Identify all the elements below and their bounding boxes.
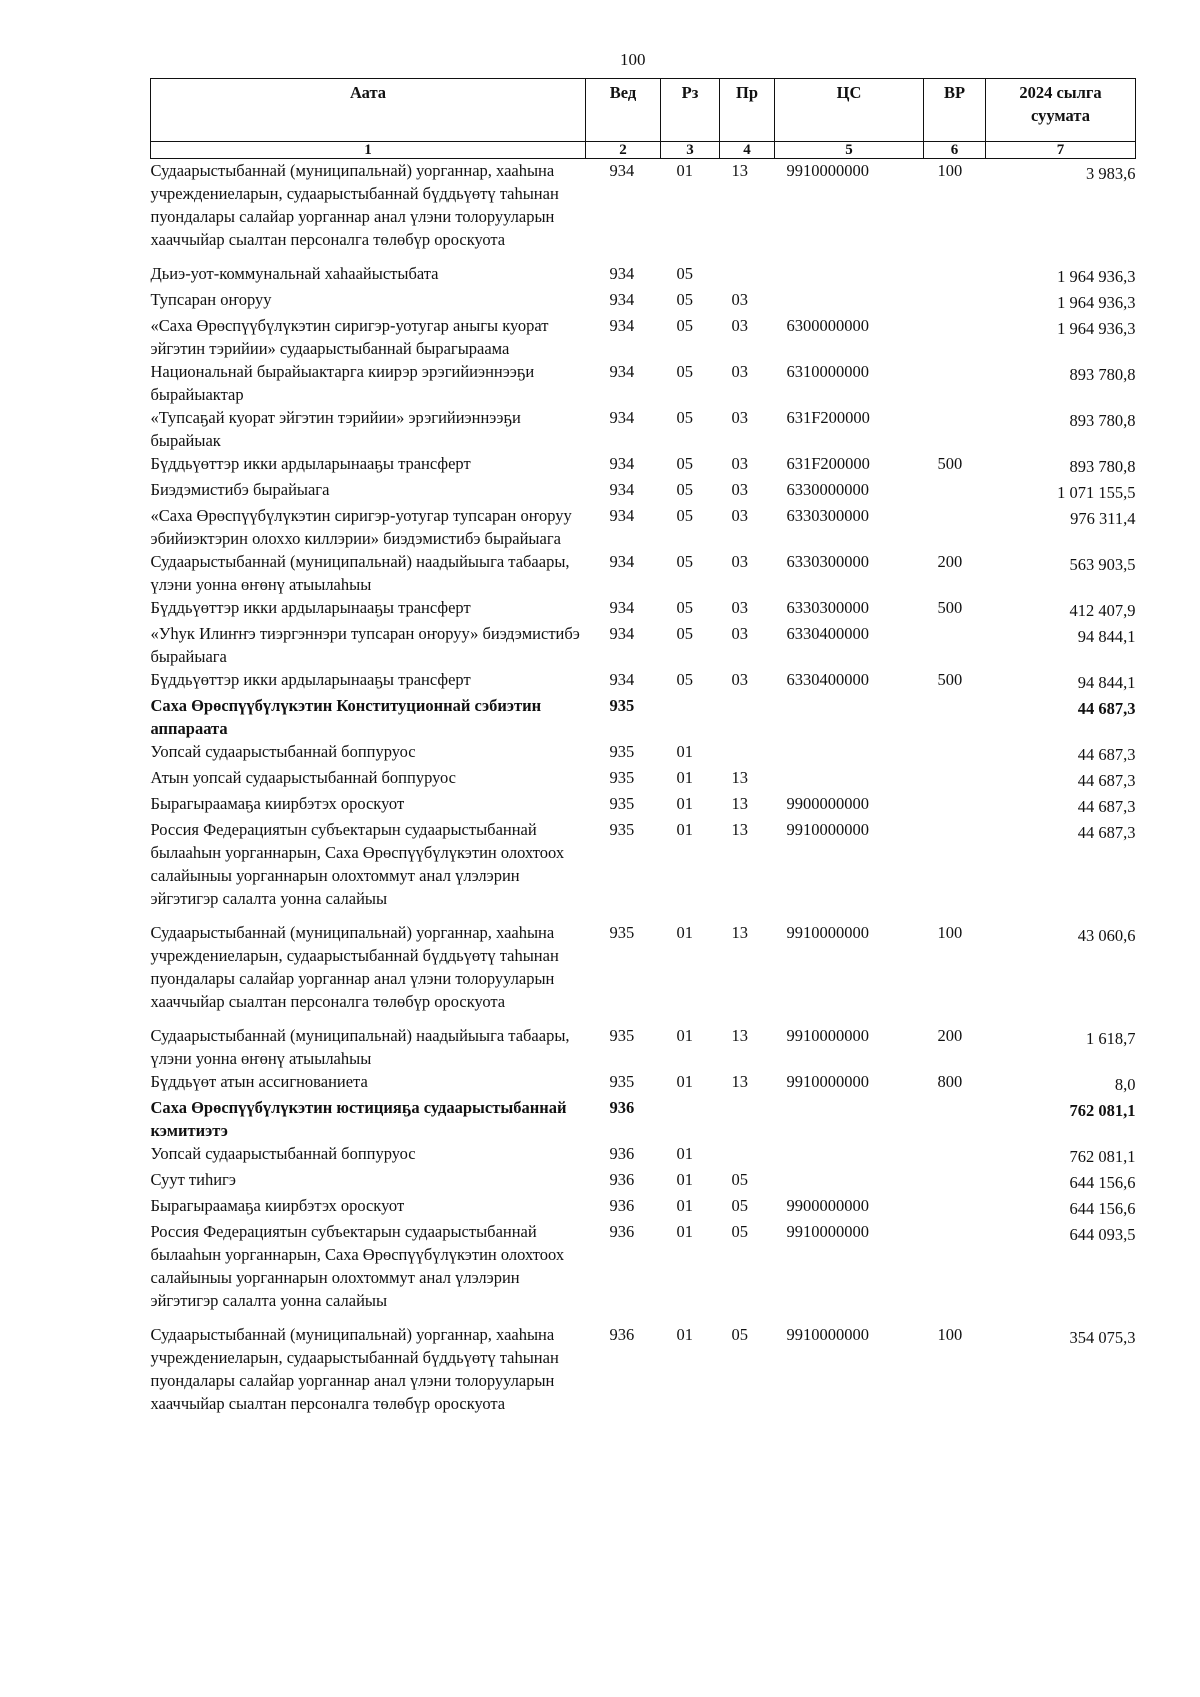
row-sum: 8,0: [1114, 1075, 1136, 1094]
row-name: Саха Өрөспүүбүлүкэтин Конституционнай сэбиэтин аппарaата: [150, 696, 542, 738]
table-row: [151, 792, 1136, 818]
row-cs: 6330300000: [786, 598, 869, 617]
row-cs: 9910000000: [786, 1026, 869, 1045]
row-pr: 05: [731, 1170, 748, 1189]
row-pr: 05: [731, 1222, 748, 1241]
table-row: [151, 1070, 1136, 1096]
row-rz: [661, 1096, 720, 1142]
row-cs: 9900000000: [786, 1196, 869, 1215]
row-cs: 9910000000: [786, 161, 869, 180]
row-vr: 800: [937, 1072, 963, 1091]
row-name: Тупсаран оҥоруу: [150, 290, 272, 309]
row-cs: 6330400000: [786, 670, 869, 689]
row-vr: [924, 478, 986, 504]
row-sum: 762 081,1: [1069, 1147, 1136, 1166]
row-name: «Саха Өрөспүүбүлүкэтин сиригэр-уотугар тупсаран оҥоруу эбийиэктэрин олоххо киллэрии» биэдэмистибэ бырайыага: [150, 506, 572, 548]
row-ved: 934: [609, 362, 635, 381]
row-rz: 01: [676, 923, 693, 942]
row-sum: 644 156,6: [1069, 1199, 1136, 1218]
table-row: [151, 694, 1136, 740]
row-pr: 03: [731, 624, 748, 643]
row-name: «Саха Өрөспүүбүлүкэтин сиригэр-уотугар аныгы куорат эйгэтин тэрийии» судаарыстыбаннай бырагыраама: [150, 316, 549, 358]
row-rz: 05: [676, 670, 693, 689]
column-number: 2: [586, 142, 661, 159]
row-sum: 893 780,8: [1069, 457, 1136, 476]
row-pr: 03: [731, 454, 748, 473]
row-cs: [775, 766, 924, 792]
row-ved: 935: [609, 820, 635, 839]
row-ved: 934: [609, 552, 635, 571]
row-pr: 03: [731, 670, 748, 689]
row-vr: [924, 288, 986, 314]
row-rz: 01: [676, 794, 693, 813]
row-ved: 934: [609, 598, 635, 617]
row-name: Бүддьүөттэр икки ардыларынааҕы трансферт: [150, 670, 471, 689]
row-sum: 44 687,3: [1077, 797, 1136, 816]
row-rz: 05: [676, 264, 693, 283]
row-ved: 934: [609, 290, 635, 309]
row-pr: [720, 1096, 775, 1142]
row-sum: 1 964 936,3: [1057, 293, 1136, 312]
table-row: [151, 668, 1136, 694]
row-name: «Тупсаҕай куорат эйгэтин тэрийии» эрэгийиэннээҕи бырайыак: [150, 408, 521, 450]
row-sum: 43 060,6: [1077, 926, 1136, 945]
row-cs: 6330400000: [786, 624, 869, 643]
row-cs: 6300000000: [786, 316, 869, 335]
row-vr: 100: [937, 923, 963, 942]
row-rz: 05: [676, 290, 693, 309]
row-name: Бүддьүөттэр икки ардыларынааҕы трансферт: [150, 454, 471, 473]
row-cs: [775, 740, 924, 766]
table-row: [151, 1194, 1136, 1220]
table-row: [151, 818, 1136, 921]
row-vr: 100: [937, 161, 963, 180]
row-sum: 94 844,1: [1077, 627, 1136, 646]
row-pr: 13: [731, 923, 748, 942]
row-rz: 05: [676, 598, 693, 617]
row-sum: 1 964 936,3: [1057, 267, 1136, 286]
row-rz: 05: [676, 624, 693, 643]
table-row: [151, 596, 1136, 622]
row-sum: 44 687,3: [1077, 699, 1136, 718]
row-rz: 05: [676, 408, 693, 427]
header-sum: 2024 сылга суумата: [986, 79, 1136, 142]
table-row: [151, 740, 1136, 766]
row-ved: 936: [609, 1144, 635, 1163]
row-name: Судаарыстыбаннай (муниципальнай) уорганнар, хааһына учреждениеларын, судаарыстыбаннай бүддьүөтү таһынан пуондалары салайар уорганнар анал үлэни толорууларын хааччыйар сыалтан персоналга төлөбүр ороскуота: [150, 1325, 559, 1413]
row-ved: 934: [609, 316, 635, 335]
row-pr: 13: [731, 161, 748, 180]
table-row: [151, 1096, 1136, 1142]
header-vr: ВР: [924, 79, 986, 142]
row-pr: [720, 262, 775, 288]
row-vr: [924, 1096, 986, 1142]
row-rz: 01: [676, 742, 693, 761]
row-ved: 936: [609, 1325, 635, 1344]
row-ved: 935: [609, 923, 635, 942]
row-vr: [924, 1194, 986, 1220]
table-row: [151, 504, 1136, 550]
row-cs: 9900000000: [786, 794, 869, 813]
row-sum: 1 964 936,3: [1057, 319, 1136, 338]
row-ved: 934: [609, 264, 635, 283]
column-number: 5: [775, 142, 924, 159]
row-rz: 05: [676, 552, 693, 571]
row-ved: 935: [609, 742, 635, 761]
table-row: [151, 360, 1136, 406]
row-vr: [924, 406, 986, 452]
row-rz: 01: [676, 1144, 693, 1163]
row-ved: 934: [609, 480, 635, 499]
header-rz: Рз: [661, 79, 720, 142]
row-rz: 01: [676, 1222, 693, 1241]
row-vr: [924, 766, 986, 792]
row-sum: 976 311,4: [1070, 509, 1136, 528]
row-sum: 94 844,1: [1077, 673, 1136, 692]
row-name: Уопсай судаарыстыбаннай боппуруос: [150, 742, 416, 761]
row-vr: [924, 1220, 986, 1323]
row-sum: 762 081,1: [1069, 1101, 1136, 1120]
row-ved: 934: [609, 670, 635, 689]
row-sum: 3 983,6: [1086, 164, 1136, 183]
row-ved: 936: [609, 1196, 635, 1215]
row-sum: 44 687,3: [1077, 823, 1136, 842]
row-ved: 935: [609, 696, 635, 715]
row-ved: 935: [609, 1026, 635, 1045]
row-rz: 01: [676, 1196, 693, 1215]
table-row: [151, 288, 1136, 314]
row-name: Судаарыстыбаннай (муниципальнай) уорганнар, хааһына учреждениеларын, судаарыстыбаннай бүддьүөтү таһынан пуондалары салайар уорганнар анал үлэни толорууларын хааччыйар сыалтан персоналга төлөбүр ороскуота: [150, 161, 559, 249]
row-ved: 934: [609, 161, 635, 180]
row-vr: [924, 1168, 986, 1194]
row-rz: 01: [676, 1170, 693, 1189]
row-name: Судаарыстыбаннай (муниципальнай) наадыйыыга табаары, үлэни уонна өҥөнү атыылаһыы: [150, 1026, 570, 1068]
row-name: Саха Өрөспүүбүлүкэтин юстицияҕа судаарыстыбаннай кэмитиэтэ: [150, 1098, 567, 1140]
row-vr: [924, 622, 986, 668]
row-name: Судаарыстыбаннай (муниципальнай) уорганнар, хааһына учреждениеларын, судаарыстыбаннай бүддьүөтү таһынан пуондалары салайар уорганнар анал үлэни толорууларын хааччыйар сыалтан персоналга төлөбүр ороскуота: [150, 923, 559, 1011]
row-ved: 935: [609, 794, 635, 813]
row-rz: 01: [676, 820, 693, 839]
row-vr: [924, 504, 986, 550]
row-cs: 9910000000: [786, 1325, 869, 1344]
row-sum: 354 075,3: [1069, 1328, 1136, 1347]
row-name: Россия Федерациятын субъектарын судаарыстыбаннай былааһын уорганнарын, Саха Өрөспүүбүлүкэтин олохтоох салайыныы уорганнарын олохтоммут анал үлэлэрин эйгэтигэр салалта уонна салайыы: [150, 1222, 565, 1310]
row-pr: 13: [731, 1072, 748, 1091]
row-sum: 44 687,3: [1077, 745, 1136, 764]
row-vr: [924, 694, 986, 740]
row-sum: 644 093,5: [1069, 1225, 1136, 1244]
column-number: 6: [924, 142, 986, 159]
row-cs: [775, 1096, 924, 1142]
row-pr: 05: [731, 1196, 748, 1215]
row-sum: 644 156,6: [1069, 1173, 1136, 1192]
row-cs: 6310000000: [786, 362, 869, 381]
row-cs: 631F200000: [786, 408, 870, 427]
row-ved: 935: [609, 768, 635, 787]
row-rz: 05: [676, 362, 693, 381]
table-row: [151, 766, 1136, 792]
row-name: Атын уопсай судаарыстыбаннай боппуруос: [150, 768, 456, 787]
row-ved: 936: [609, 1170, 635, 1189]
table-row: [151, 478, 1136, 504]
row-name: Национальнай бырайыактарга киирэр эрэгийиэннээҕи бырайыактар: [150, 362, 535, 404]
row-ved: 934: [609, 408, 635, 427]
header-pr: Пр: [720, 79, 775, 142]
row-rz: 01: [676, 1325, 693, 1344]
row-name: Уопсай судаарыстыбаннай боппуруос: [150, 1144, 416, 1163]
row-sum: 1 071 155,5: [1057, 483, 1136, 502]
column-number: 4: [720, 142, 775, 159]
row-cs: 6330300000: [786, 506, 869, 525]
header-cs: ЦС: [775, 79, 924, 142]
row-pr: 03: [731, 408, 748, 427]
row-pr: [720, 1142, 775, 1168]
row-name: Бырагыраамаҕа киирбэтэх ороскуот: [150, 1196, 405, 1215]
page-number: 100: [620, 50, 646, 69]
row-name: Дьиэ-уот-коммунальнай хаһаайыстыбата: [150, 264, 439, 283]
row-rz: 05: [676, 506, 693, 525]
table-row: [151, 1142, 1136, 1168]
row-ved: 934: [609, 506, 635, 525]
row-ved: 935: [609, 1072, 635, 1091]
row-rz: 01: [676, 768, 693, 787]
row-cs: [775, 262, 924, 288]
table-header: [151, 79, 1136, 159]
row-ved: 936: [609, 1222, 635, 1241]
row-name: Суут тиһигэ: [150, 1170, 236, 1189]
table-row: [151, 1323, 1136, 1415]
row-pr: 13: [731, 1026, 748, 1045]
row-vr: 500: [937, 598, 963, 617]
row-sum: 1 618,7: [1086, 1029, 1136, 1048]
row-name: «Уһук Илиҥҥэ тиэргэннэри тупсаран оҥоруу» биэдэмистибэ бырайыага: [150, 624, 580, 666]
table-row: [151, 159, 1136, 263]
row-cs: 631F200000: [786, 454, 870, 473]
row-cs: 6330000000: [786, 480, 869, 499]
row-pr: 13: [731, 820, 748, 839]
row-rz: 05: [676, 480, 693, 499]
row-pr: 13: [731, 794, 748, 813]
row-pr: 05: [731, 1325, 748, 1344]
row-name: Судаарыстыбаннай (муниципальнай) наадыйыыга табаары, үлэни уонна өҥөнү атыылаһыы: [150, 552, 570, 594]
row-cs: [775, 288, 924, 314]
row-cs: 9910000000: [786, 923, 869, 942]
row-pr: 13: [731, 768, 748, 787]
table-row: [151, 921, 1136, 1024]
row-pr: 03: [731, 552, 748, 571]
column-number: 7: [986, 142, 1136, 159]
row-cs: 9910000000: [786, 1072, 869, 1091]
row-rz: 05: [676, 316, 693, 335]
row-name: Бүддьүөт атын ассигнованиета: [150, 1072, 368, 1091]
row-rz: 01: [676, 1026, 693, 1045]
column-number: 1: [151, 142, 586, 159]
row-ved: 934: [609, 454, 635, 473]
row-cs: 6330300000: [786, 552, 869, 571]
row-sum: 893 780,8: [1069, 411, 1136, 430]
row-vr: [924, 1142, 986, 1168]
row-vr: 100: [937, 1325, 963, 1344]
row-vr: 200: [937, 552, 963, 571]
table-row: [151, 1024, 1136, 1070]
row-vr: [924, 818, 986, 921]
row-cs: [775, 694, 924, 740]
row-vr: [924, 262, 986, 288]
row-sum: 563 903,5: [1069, 555, 1136, 574]
row-sum: 412 407,9: [1069, 601, 1136, 620]
row-pr: 03: [731, 290, 748, 309]
row-vr: 500: [937, 454, 963, 473]
row-vr: [924, 740, 986, 766]
row-pr: 03: [731, 316, 748, 335]
budget-table-container: [150, 78, 1135, 1415]
table-row: [151, 622, 1136, 668]
table-row: [151, 1220, 1136, 1323]
row-vr: [924, 792, 986, 818]
table-row: [151, 262, 1136, 288]
row-rz: 05: [676, 454, 693, 473]
row-cs: 9910000000: [786, 1222, 869, 1241]
table-row: [151, 452, 1136, 478]
row-vr: [924, 314, 986, 360]
row-cs: [775, 1142, 924, 1168]
row-pr: 03: [731, 506, 748, 525]
header-ved: Вед: [586, 79, 661, 142]
row-name: Россия Федерациятын субъектарын судаарыстыбаннай былааһын уорганнарын, Саха Өрөспүүбүлүкэтин олохтоох салайыныы уорганнарын олохтоммут анал үлэлэрин эйгэтигэр салалта уонна салайыы: [150, 820, 565, 908]
table-row: [151, 406, 1136, 452]
row-sum: 44 687,3: [1077, 771, 1136, 790]
row-cs: [775, 1168, 924, 1194]
row-rz: 01: [676, 1072, 693, 1091]
row-vr: [924, 360, 986, 406]
table-row: [151, 314, 1136, 360]
row-pr: 03: [731, 362, 748, 381]
row-cs: 9910000000: [786, 820, 869, 839]
row-pr: [720, 694, 775, 740]
table-row: [151, 550, 1136, 596]
row-pr: [720, 740, 775, 766]
budget-table: [150, 78, 1136, 1415]
row-pr: 03: [731, 598, 748, 617]
row-pr: 03: [731, 480, 748, 499]
row-rz: [661, 694, 720, 740]
header-name: Аата: [151, 79, 586, 142]
row-ved: 934: [609, 624, 635, 643]
row-vr: 500: [937, 670, 963, 689]
table-row: [151, 1168, 1136, 1194]
row-name: Биэдэмистибэ бырайыага: [150, 480, 330, 499]
row-sum: 893 780,8: [1069, 365, 1136, 384]
row-rz: 01: [676, 161, 693, 180]
row-ved: 936: [609, 1098, 635, 1117]
row-name: Бырагыраамаҕа киирбэтэх ороскуот: [150, 794, 405, 813]
row-vr: 200: [937, 1026, 963, 1045]
column-number: 3: [661, 142, 720, 159]
row-name: Бүддьүөттэр икки ардыларынааҕы трансферт: [150, 598, 471, 617]
